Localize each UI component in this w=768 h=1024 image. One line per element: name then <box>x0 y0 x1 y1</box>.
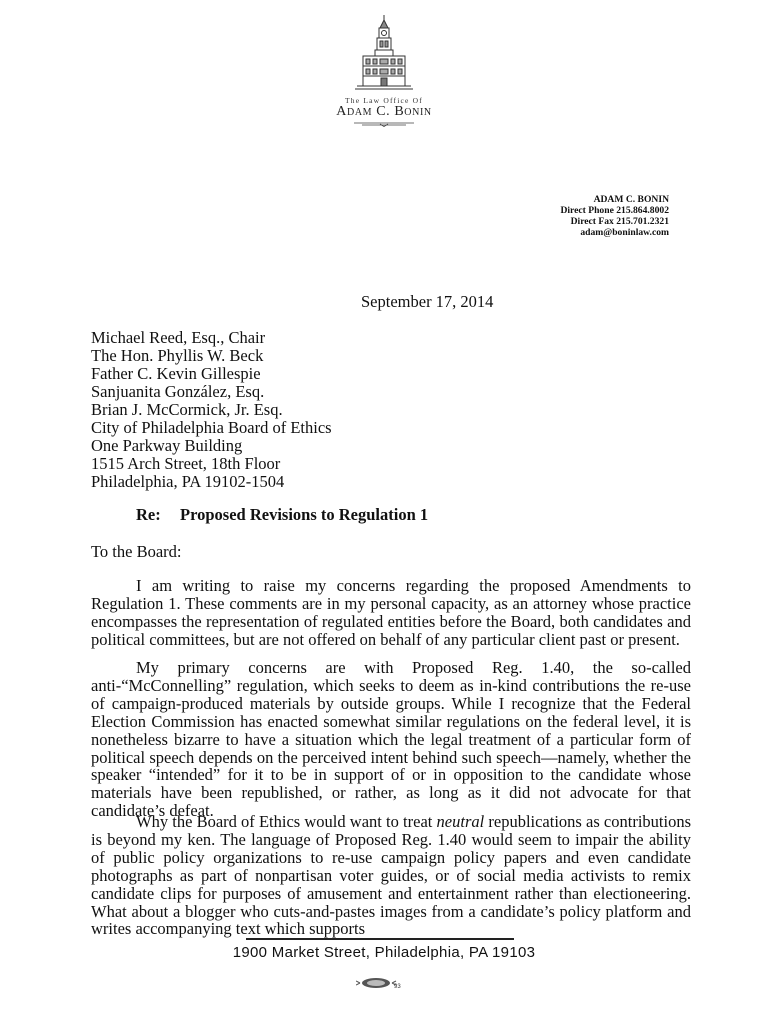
letterhead-name: Adam C. Bonin <box>336 104 432 119</box>
recipient-line: Philadelphia, PA 19102-1504 <box>91 472 285 491</box>
recipient-line: One Parkway Building <box>91 436 243 455</box>
recipient-line: Michael Reed, Esq., Chair <box>91 328 266 347</box>
letterhead-office-line: The Law Office Of <box>345 96 423 105</box>
union-label-icon <box>356 976 404 990</box>
building-logo-icon <box>349 14 419 94</box>
sender-name: ADAM C. BONIN <box>593 194 669 205</box>
recipient-line: Brian J. McCormick, Jr. Esq. <box>91 400 283 419</box>
re-label: Re: <box>136 505 161 524</box>
recipient-line: Sanjuanita González, Esq. <box>91 382 265 401</box>
recipient-line: City of Philadelphia Board of Ethics <box>91 418 332 437</box>
paragraph-3-emphasis: neutral <box>436 812 485 831</box>
union-label-number: 93 <box>394 984 401 990</box>
sender-phone: Direct Phone 215.864.8002 <box>560 205 669 216</box>
letterhead-ornament-rule <box>354 121 414 127</box>
salutation: To the Board: <box>91 542 182 561</box>
body-paragraph-1: I am writing to raise my concerns regarding the proposed Amendments to Regulation 1. These comments are in my personal capacity, as an attorney whose practice encompasses the representation of regulated entities before the Board, both candidates and political committees, but are not offered on behalf of any particular client past or present. <box>91 576 691 649</box>
body-paragraph-2: My primary concerns are with Proposed Reg. 1.40, the so-called anti-“McConnelling” regulation, which seeks to deem as in-kind contributions the re-use of campaign-produced materials by outside groups. While I recognize that the Federal Election Commission has enacted somewhat similar regulations on the federal level, it is nonetheless bizarre to have a situation which the legal treatment of a particular form of political speech depends on the perceived intent behind such speech—namely, whether the speaker “intended” for it to be in support of or in opposition to the candidate whose materials have been republished, or rather, as long as it did not advocate for that candidate’s defeat. <box>91 658 691 821</box>
letter-date: September 17, 2014 <box>361 292 494 311</box>
body-paragraph-3 <box>91 813 691 938</box>
footer-divider <box>246 938 514 940</box>
recipient-line: Father C. Kevin Gillespie <box>91 364 261 383</box>
paragraph-3-text-start: Why the Board of Ethics would want to treat <box>136 812 437 831</box>
footer-address: 1900 Market Street, Philadelphia, PA 19103 <box>232 944 536 961</box>
sender-fax: Direct Fax 215.701.2321 <box>570 216 669 227</box>
paragraph-3-text-end: republications as contributions is beyond my ken. The language of Proposed Reg. 1.40 would seem to impair the ability of public policy organizations to re-use campaign policy papers and even candidate photographs as part of nonpartisan voter guides, or of social media activists to remix candidate clips for purposes of amusement and entertainment rather than electioneering. What about a blogger who cuts-and-pastes images from a candidate’s policy platform and writes accompanying text which supports <box>91 812 692 939</box>
recipient-line: 1515 Arch Street, 18th Floor <box>91 454 281 473</box>
sender-email: adam@boninlaw.com <box>580 227 669 238</box>
recipient-line: The Hon. Phyllis W. Beck <box>91 346 264 365</box>
re-subject: Proposed Revisions to Regulation 1 <box>180 505 429 524</box>
